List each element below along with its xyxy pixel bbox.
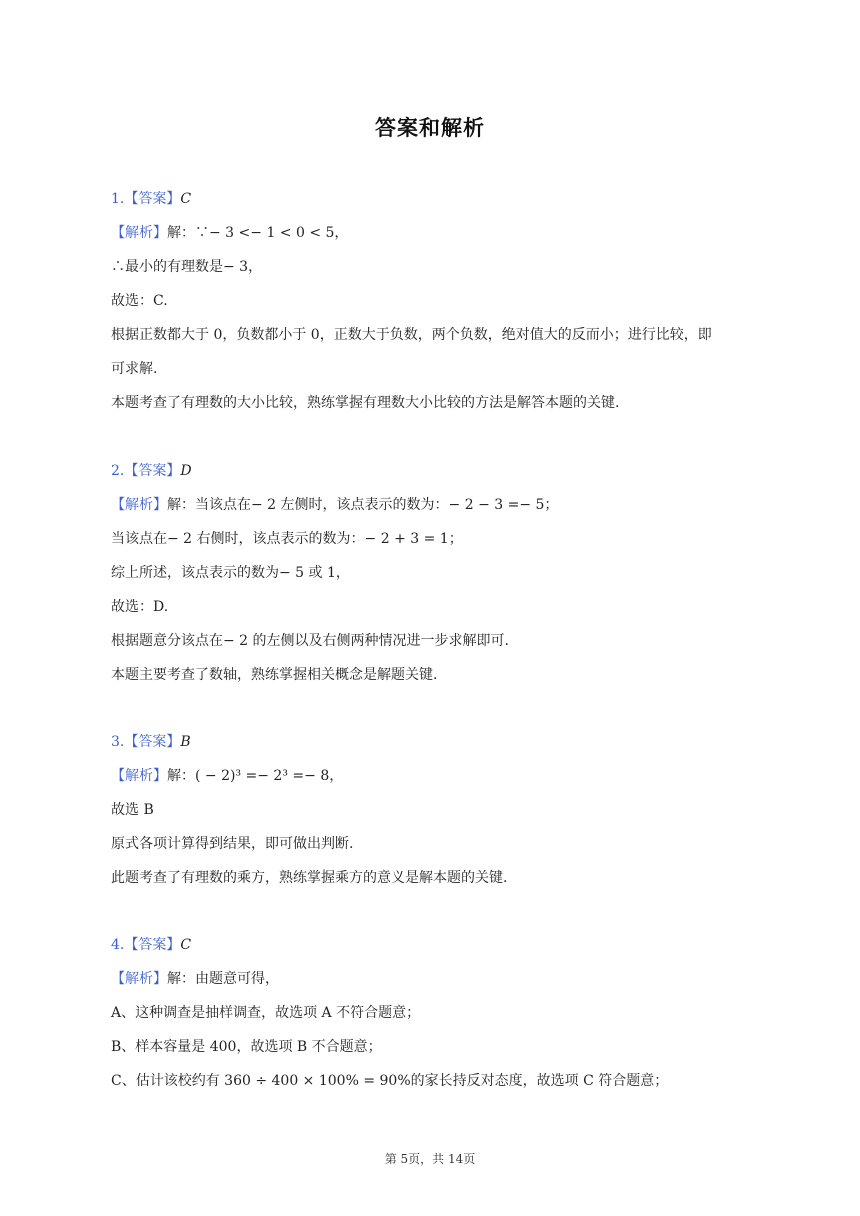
q3-analysis-text: 解：( − 2)³ =− 2³ =− 8， — [167, 768, 344, 784]
q1-number: 1. — [111, 191, 125, 207]
page-footer: 第 5页，共 14页 — [384, 1152, 476, 1166]
q4-analysis-line — [111, 969, 279, 989]
q1-text-line: ∴最小的有理数是− 3， — [111, 259, 263, 275]
q2-text-line: 根据题意分该点在− 2 的左侧以及右侧两种情况进一步求解即可. — [111, 633, 509, 649]
q3-text-line: 原式各项计算得到结果，即可做出判断. — [111, 836, 354, 852]
q3-answer-tag: 【答案】 — [124, 734, 181, 750]
q4-answer-tag: 【答案】 — [124, 937, 181, 953]
q2-analysis-line — [111, 495, 558, 515]
q2-text-line: 当该点在− 2 右侧时，该点表示的数为：− 2 + 3 = 1； — [111, 531, 463, 547]
q3-text-line: 故选 B — [111, 802, 154, 818]
q4-analysis-tag: 【解析】 — [111, 971, 167, 987]
q3-number: 3. — [111, 734, 125, 750]
q3-analysis-line — [111, 766, 343, 786]
q1-text-line: 可求解. — [111, 361, 158, 377]
q3-analysis-tag: 【解析】 — [111, 768, 167, 784]
q2-analysis-tag: 【解析】 — [111, 497, 167, 513]
q4-text-line: C、估计该校约有 360 ÷ 400 × 100% = 90%的家长持反对态度，故选项 C 符合题意； — [111, 1073, 669, 1089]
q4-text-line: A、这种调查是抽样调查，故选项 A 不符合题意； — [111, 1005, 421, 1021]
q2-answer: D — [180, 463, 192, 479]
q2-answer-tag: 【答案】 — [124, 463, 181, 479]
q2-text-line: 故选：D. — [111, 599, 169, 615]
q1-answer-line — [111, 189, 191, 209]
q2-text-line: 本题主要考查了数轴，熟练掌握相关概念是解题关键. — [111, 667, 438, 683]
q1-analysis-tag: 【解析】 — [111, 225, 167, 241]
q1-text-line: 根据正数都大于 0，负数都小于 0，正数大于负数，两个负数，绝对值大的反而小；进行比较，即 — [111, 327, 712, 343]
q1-analysis-line — [111, 223, 348, 243]
q3-answer: B — [180, 734, 191, 750]
q3-answer-line — [111, 732, 191, 752]
q1-answer-tag: 【答案】 — [124, 191, 181, 207]
q2-number: 2. — [111, 463, 125, 479]
q4-answer-line — [111, 935, 191, 955]
q4-number: 4. — [111, 937, 125, 953]
q3-text-line: 此题考查了有理数的乘方，熟练掌握乘方的意义是解本题的关键. — [111, 870, 508, 886]
q1-text-line: 本题考查了有理数的大小比较，熟练掌握有理数大小比较的方法是解答本题的关键. — [111, 395, 620, 411]
q1-analysis-text: 解：∵− 3 <− 1 < 0 < 5， — [167, 225, 349, 241]
q2-answer-line — [111, 461, 192, 481]
q1-answer: C — [180, 191, 192, 207]
q4-analysis-text: 解：由题意可得， — [167, 971, 279, 987]
q2-analysis-text: 解：当该点在− 2 左侧时，该点表示的数为：− 2 − 3 =− 5； — [167, 497, 559, 513]
q2-text-line: 综上所述，该点表示的数为− 5 或 1， — [111, 565, 350, 581]
q4-text-line: B、样本容量是 400，故选项 B 不合题意； — [111, 1039, 382, 1055]
q4-answer: C — [180, 937, 192, 953]
page-title: 答案和解析 — [375, 116, 485, 140]
q1-text-line: 故选：C. — [111, 293, 168, 309]
